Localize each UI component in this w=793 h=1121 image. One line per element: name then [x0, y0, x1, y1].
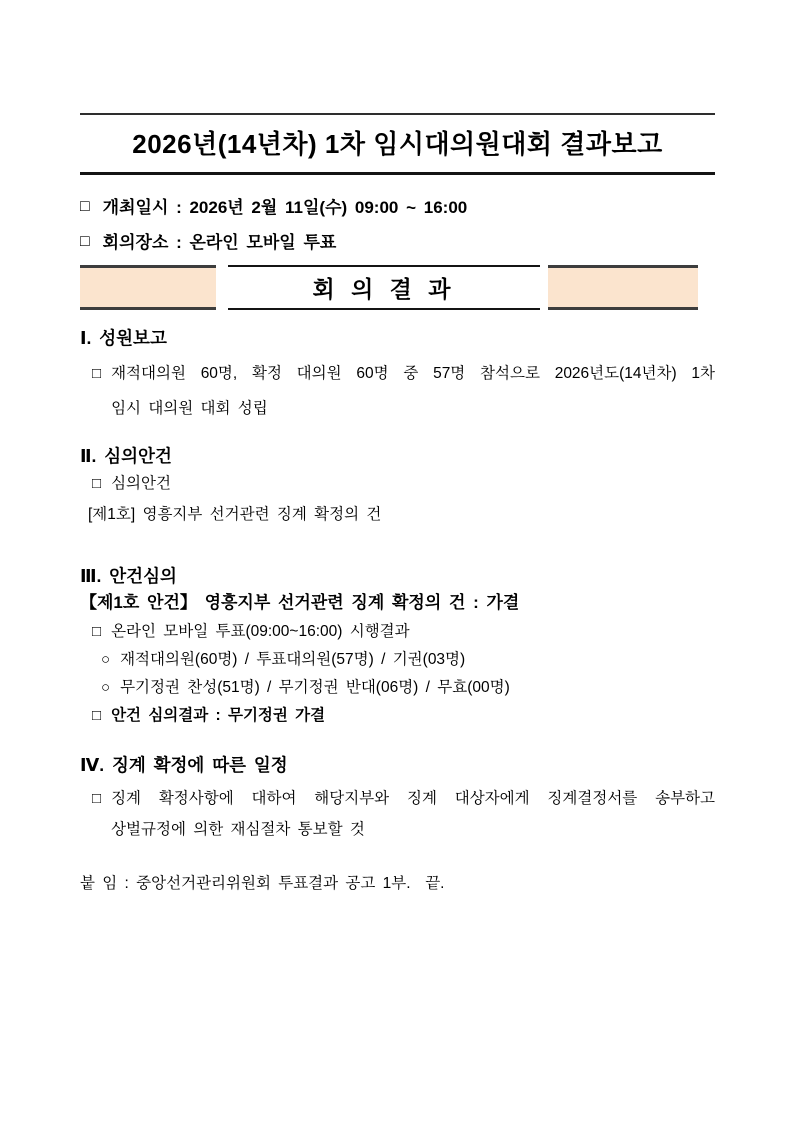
circle-icon: ○: [101, 679, 111, 696]
decision-text: 안건 심의결과 : 무기정권 가결: [111, 707, 326, 724]
vote-results-row: [80, 674, 715, 702]
agenda-no1-line: [제1호] 영흥지부 선거관련 징계 확정의 건: [88, 506, 382, 523]
attendance-item: [80, 356, 715, 426]
checkbox-icon: □: [92, 623, 102, 640]
vote-results-text: 무기정권 찬성(51명) / 무기정권 반대(06명) / 무효(00명): [120, 679, 510, 696]
decision-row: [80, 702, 715, 730]
vote-method-text: 온라인 모바일 투표(09:00~16:00) 시행결과: [111, 623, 410, 640]
banner-right-box: [548, 265, 698, 310]
document-title: 2026년(14년차) 1차 임시대의원대회 결과보고: [132, 129, 663, 159]
checkbox-icon: □: [80, 232, 90, 250]
checkbox-icon: □: [92, 707, 102, 724]
section-schedule-heading: Ⅳ. 징계 확정에 따른 일정: [80, 755, 288, 775]
meeting-date-row: [80, 188, 715, 223]
banner-title: 회 의 결 과: [228, 265, 540, 310]
agenda-item: [80, 468, 715, 499]
section-agenda-heading: Ⅱ. 심의안건: [80, 446, 172, 466]
schedule-line-1: 징계 확정사항에 대하여 해당지부와 징계 대상자에게 징계결정서를 송부하고: [111, 790, 715, 807]
checkbox-icon: □: [80, 197, 90, 215]
meeting-date-text: 개최일시 : 2026년 2월 11일(수) 09:00 ~ 16:00: [102, 198, 468, 217]
section-schedule: [80, 753, 715, 845]
vote-method-row: [80, 618, 715, 646]
attendance-text: [111, 356, 715, 426]
checkbox-icon: □: [92, 365, 102, 382]
attendance-line-1: 재적대의원 60명, 확정 대의원 60명 중 57명 참석으로 2026년도(14년차) 1차: [111, 365, 715, 382]
schedule-line-2: 상벌규정에 의한 재심절차 통보할 것: [111, 821, 365, 838]
checkbox-icon: □: [92, 790, 102, 807]
attachment-note: 붙 임 : 중앙선거관리위원회 투표결과 공고 1부. 끝.: [80, 875, 445, 892]
schedule-item: [80, 783, 715, 845]
meeting-info-list: [80, 188, 715, 258]
circle-icon: ○: [101, 651, 111, 668]
checkbox-icon: □: [92, 475, 102, 492]
banner-left-box: [80, 265, 216, 310]
attendance-line-2: 임시 대의원 대회 성립: [111, 400, 268, 417]
section-attendance: [80, 326, 715, 426]
result-banner: [80, 265, 715, 310]
meeting-place-row: [80, 223, 715, 258]
section-deliberation-heading: Ⅲ. 안건심의: [80, 566, 177, 586]
section-attendance-heading: Ⅰ. 성원보고: [80, 328, 167, 348]
vote-counts-text: 재적대의원(60명) / 투표대의원(57명) / 기권(03명): [120, 651, 466, 668]
section-agenda: [80, 444, 715, 530]
meeting-place-text: 회의장소 : 온라인 모바일 투표: [102, 233, 337, 252]
agenda1-result-subheading: 【제1호 안건】 영흥지부 선거관련 징계 확정의 건 : 가결: [80, 593, 520, 612]
document-title-box: [80, 113, 715, 175]
agenda-item-text: 심의안건: [111, 475, 171, 492]
section-deliberation: [80, 564, 715, 730]
vote-counts-row: [80, 646, 715, 674]
schedule-text: [111, 783, 715, 845]
